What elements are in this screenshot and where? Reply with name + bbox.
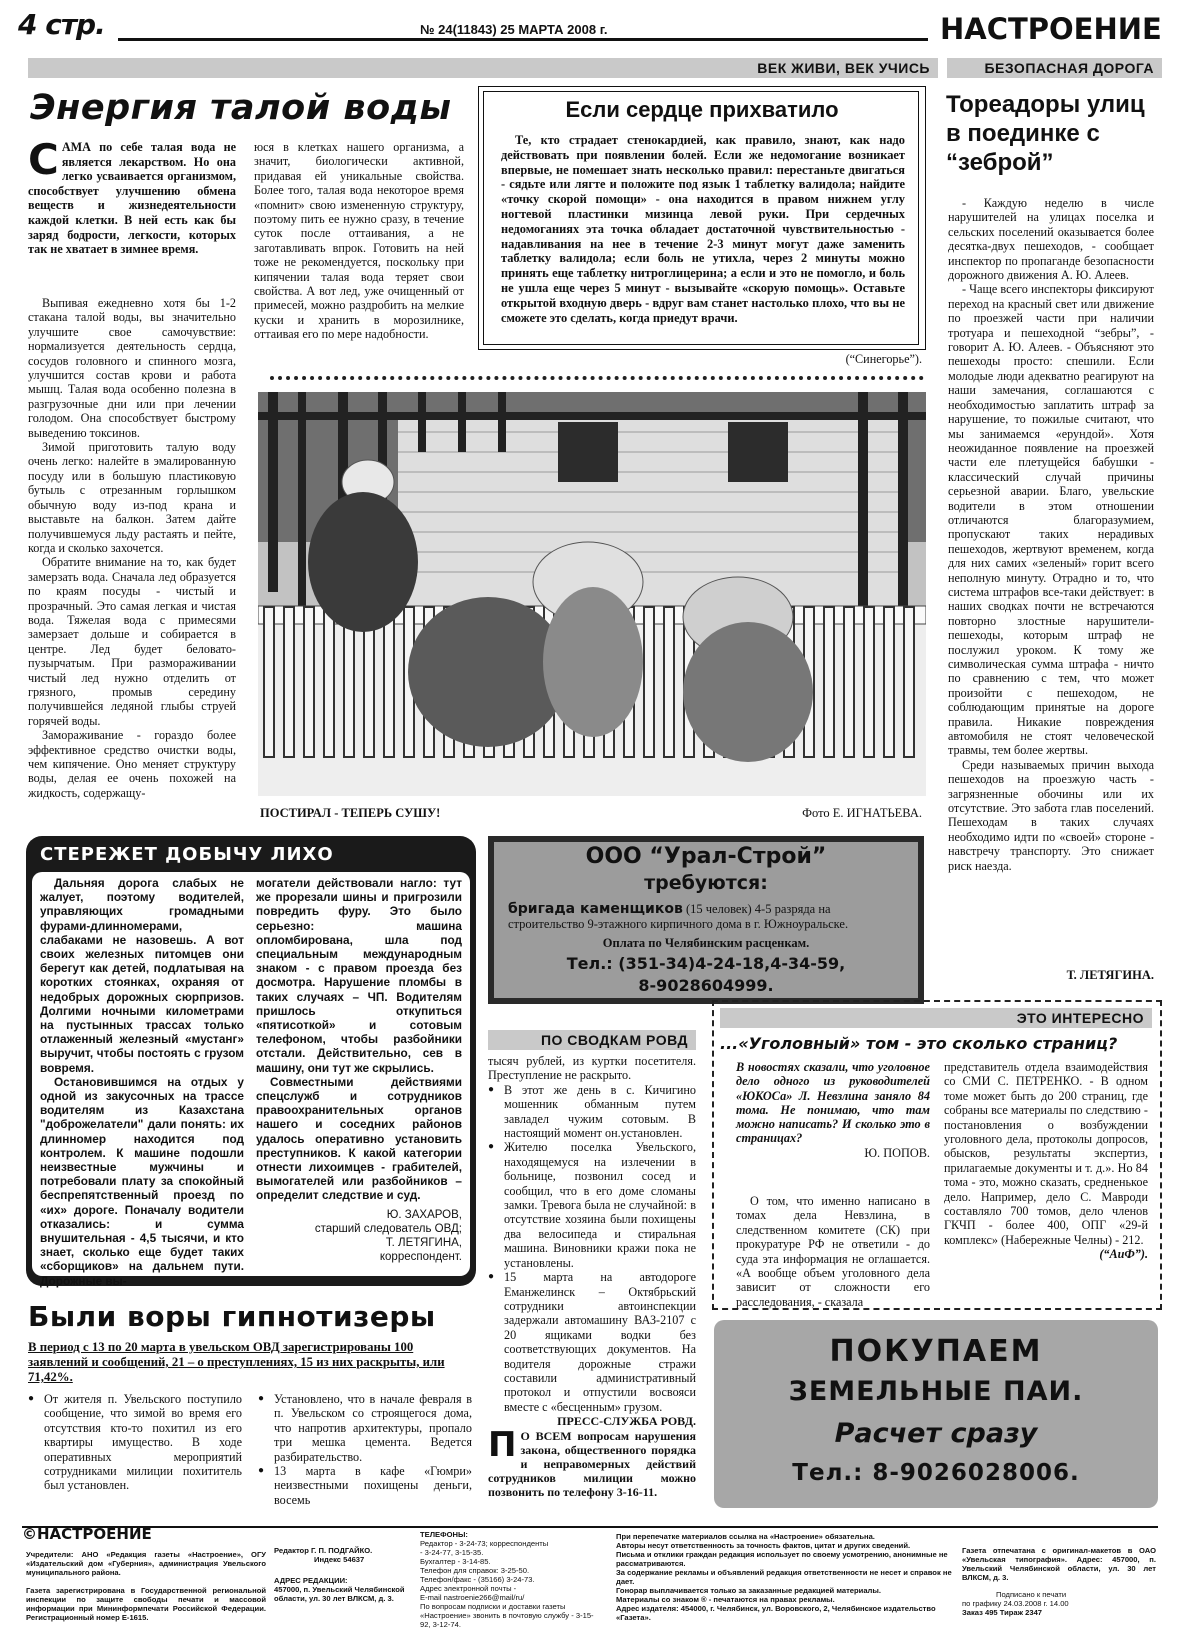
signature-line: Т. ЛЕТЯГИНА,	[385, 1237, 462, 1249]
ad-inner	[494, 842, 918, 998]
reader-signature: Ю. ПОПОВ.	[864, 1145, 930, 1160]
article-heart-box	[478, 86, 926, 350]
list-item: ● От жителя п. Увельского поступило сообщение, что зимой во время его отсутствия кто-то похитил из его квартиры имущество. В ходе оперативных мероприятий сотрудниками милиции похититель был установлен.	[28, 1392, 242, 1493]
paragraph: Выпивая ежедневно хотя бы 1-2 стакана талой воды, вы значительно улучшите свое самочувствие: нормализуется деятельность сердца, сосудов головного и спинного мозга, улучшится состав крови и работа мышц. Талая вода особенно полезна в разгрузочные дни или при лечении голодом. Она способствует быстрому выведению токсинов.	[28, 296, 236, 440]
footer-address: 457000, п. Увельский Челябинской области, ул. 30 лет ВЛКСМ, д. 3.	[274, 1585, 405, 1603]
list-item: ● 15 марта на автодороге Еманжелинск – Октябрьский сотрудники автоинспекции задержали автомашину ВАЗ-2107 с 20 ящиками водки без соответствующих документов. На водителя дорожные стражи составили административный протокол и отпустили восвояси вместе с «бесценным» грузом.	[488, 1270, 696, 1414]
article-cargo-box	[26, 836, 476, 1286]
ad-phone: Тел.: 8-9026028006.	[792, 1460, 1080, 1486]
footer-phone-line: - 3-24-77, 3-15-35.	[420, 1548, 484, 1557]
closing-text: О ВСЕМ вопросам нарушения закона, общественного порядка и неправомерных действий сотрудников милиции можно позвонить по телефону 3-16-11.	[488, 1428, 696, 1499]
article-title: Были воры гипнотизеры	[28, 1300, 436, 1333]
signature-block	[256, 1208, 462, 1264]
footer-schedule: по графику 24.03.2008 г. 14.00	[962, 1599, 1069, 1608]
dotted-divider	[270, 376, 924, 380]
footer-phone-line: Адрес электронной почты -	[420, 1584, 517, 1593]
report-list	[258, 1392, 472, 1507]
paragraph: Дальняя дорога слабых не жалует, поэтому водителей, управляющих громадными фурами-длинномерами, слабаками не назовешь. А вот своих железных питомцев они берегут как детей, подлатывая на коротких стоянках, охраняя от недобрых дорожных сюрпризов. Долгими ночными километрами на пустынных трассах только отлаженный железный «мустанг» выручит, чтобы постоять с грузом вовремя.	[40, 876, 244, 1075]
ad-payment: Оплата по Челябинским расценкам.	[602, 936, 810, 950]
dropcap: П	[488, 1424, 517, 1465]
header-rule	[118, 38, 928, 41]
footer-phone-line: Бухгалтер - 3-14-85.	[420, 1557, 491, 1566]
article-col1	[28, 296, 236, 800]
footer-order: Заказ 495 Тираж 2347	[962, 1608, 1043, 1617]
source-signature: (“Синегорье”).	[845, 352, 922, 366]
rubric-vek-zhivi: ВЕК ЖИВИ, ВЕК УЧИСЬ	[28, 58, 938, 78]
footer-notices	[616, 1532, 952, 1622]
rubric-police-reports: ПО СВОДКАМ РОВД	[488, 1030, 696, 1050]
lead-text: АМА по себе талая вода не является лекарством. Но она легко усваивается организмом, способствует улучшению обмена веществ и жизнедеятельности каждой клетки. В ней есть как бы заряд бодрости, легкости, которых так не хватает в зимнее время.	[28, 140, 236, 257]
footer-phone-line: Телефон/факс - (35166) 3-24-73.	[420, 1575, 535, 1584]
closing-note	[488, 1424, 696, 1499]
article-col1	[28, 1392, 242, 1493]
question-block	[736, 1060, 930, 1160]
paragraph: - Каждую неделю в числе нарушителей на улицах поселка и сельских поселений оказывается более десятка-двух пешеходов, - сообщает инспектор по пропаганде безопасности дорожного движения А. Ю. Алеев.	[948, 196, 1154, 283]
answer-col2	[944, 1060, 1148, 1262]
ad-line: ПОКУПАЕМ	[829, 1334, 1043, 1369]
footer-editor: Редактор Г. П. ПОДГАЙКО.	[274, 1546, 373, 1555]
ad-job-title: бригада каменщиков	[508, 901, 683, 917]
signature-line: корреспондент.	[379, 1251, 462, 1263]
ad-required: требуются:	[644, 872, 768, 894]
footer-printing: Газета отпечатана с оригинал-макетов в ОАО «Увельская типография». Адрес: 457000, п. Увельский Челябинской области, ул. 30 лет ВЛКСМ, д. 3.	[962, 1546, 1156, 1582]
footer-phone-line: Телефон для справок: 3-25-50.	[420, 1566, 530, 1575]
footer-printing-block	[962, 1546, 1156, 1617]
article-body	[488, 1054, 696, 1499]
article-col2	[254, 140, 464, 342]
footer-editor-block	[274, 1546, 412, 1603]
ad-uralstroy	[488, 836, 924, 1004]
article-title: Энергия талой воды	[30, 88, 452, 128]
footer-address-label: АДРЕС РЕДАКЦИИ:	[274, 1576, 348, 1585]
cargo-inner	[32, 872, 470, 1288]
list-item: ● Установлено, что в начале февраля в п. Увельском со строящегося дома, что напротив архитектуры, пропало три мешка цемента. Ведется разбирательство.	[258, 1392, 472, 1464]
footer-notice: Гонорар выплачивается только за заказанные редакцией материалы.	[616, 1586, 881, 1595]
photo-children-on-fence	[258, 392, 926, 796]
article-body	[948, 196, 1154, 873]
paragraph: Среди называемых причин выхода пешеходов на проезжую часть - загрязненные обочины или их отсутствие. Это забота глав поселений. Пешеходам в таких случаях необходимо идти по «своей» стороне - навстречу транспорту. Это снижает риск наезда.	[948, 757, 1154, 873]
page-number-label: 4 стр.	[18, 8, 105, 41]
list-item: ● 13 марта в кафе «Гюмри» неизвестными похищены деньги, восемь	[258, 1464, 472, 1507]
paragraph: юся в клетках нашего организма, а значит, биологически активной, придавая ей уникальные свойства. Более того, талая вода некоторое время «помнит» свою измененную структуру, поэтому пить ее нужно сразу, в течение суток после оттаивания, а не заготавливать впрок. Готовить на ней тоже не рекомендуется, поскольку при кипячении талая вода теряет свои свойства. А вот лед, уже очищенный от примесей, можно раздробить на мелкие куски и хранить в морозилнике, оттаивая его по мере надобности.	[254, 140, 464, 342]
ad-phone: 8-9028604999.	[638, 976, 774, 995]
rubric-road-safety: БЕЗОПАСНАЯ ДОРОГА	[947, 58, 1162, 78]
ad-job-details: (15 человек) 4-5 разряда на строительство 9-этажного кирпичного дома в г. Южноуральске.	[508, 902, 849, 931]
photo-caption: ПОСТИРАЛ - ТЕПЕРЬ СУШУ!	[260, 806, 441, 820]
footer-email: E-mail nastroenie266@mail/ru/	[420, 1593, 525, 1602]
article-road-safety	[944, 84, 1158, 982]
footer-phone-line: Редактор - 3-24-73; корреспонденты	[420, 1539, 549, 1548]
article-title: Если сердце прихватило	[565, 97, 839, 122]
paragraph: тысяч рублей, из куртки посетителя. Преступление не раскрыто.	[488, 1054, 696, 1083]
list-item: ● В этот же день в с. Кичигино мошенник обманным путем завладел чужим сотовым. В настоящий момент он.установлен.	[488, 1083, 696, 1141]
article-lead: В период с 13 по 20 марта в увельском ОВД зарегистрированы 100 заявлений и сообщений, 21 – о преступлениях, 15 из них раскрыты, или 71,42%.	[28, 1340, 445, 1384]
imprint-footer	[22, 1526, 1158, 1636]
ad-job	[508, 902, 908, 932]
paragraph: Обратите внимание на то, как будет замерзать вода. Сначала лед образуется по краям посуды - чистый и прозрачный. Это самая легкая и чистая вода. Тяжелая вода с примесями замерзает дольше и собирается в центре. Лед будет беловато-пузырчатым. При размораживании чистый лед нужно отделить от грязного, промыв середину получившейся ледяной глыбы струей горячей воды.	[28, 555, 236, 728]
report-list	[488, 1083, 696, 1414]
article-criminal-case-box	[712, 1000, 1162, 1310]
article-text: Те, кто страдает стенокардией, как правило, знают, как надо действовать при появлении болей. Если же недомогание возникает впервые, не помешает знать несколько правил: перестаньте двигаться - сядьте или лягте и положите под язык 1 таблетку валидола; найдите «точку скорой помощи» - она находится в правом нижнем углу ногтевой пластинки мизинца левой руки. При сердечных недомоганиях эта точка обладает достаточной чувствительностью - надавливания на нее в течение 2-3 минут могут даже заменить таблетку валидола; если боль не утихла, через 2 минуты можно принять еще таблетку нитроглицерина; а если и это не помогло, и боль не ушла еще через 5 минут - вызывайте «скорую помощь». Оставьте открытой входную дверь - вдруг вам станет настолько плохо, что вы не сможете это сделать, когда приедут врачи.	[501, 133, 905, 325]
page-header	[0, 0, 1180, 52]
footer-logo: ©НАСТРОЕНИЕ	[22, 1525, 152, 1543]
signature-line: Ю. ЗАХАРОВ,	[386, 1209, 462, 1221]
footer-founders: Учредители: АНО «Редакция газеты «Настроение», ОГУ «Издательский дом «Губерния», администрация Увельского муниципального района.	[26, 1550, 266, 1577]
answer-text: представитель отдела взаимодействия со СМИ С. ПЕТРЕНКО. - В одном томе может быть до 200 страниц, где собраны все материалы по следствию - постановления о возбуждении уголовного дела, протоколы допросов, обысков, результаты экспертиз, прилагаемые документы и т. д.». Но 84 тома - это, можно сказать, средненькое дело. Например, дело С. Мавроди составляло 700 томов, дело членов ГКЧП - более 400, ОПГ «29-й комплекс» (Набережные Челны) - 212.	[944, 1060, 1148, 1247]
source-signature: (“АиФ”).	[1099, 1247, 1148, 1262]
footer-notice: Авторы несут ответственность за точность фактов, цитат и других сведений.	[616, 1541, 911, 1550]
photo-illustration	[258, 392, 926, 796]
report-list	[28, 1392, 242, 1493]
footer-notice: При перепечатке материалов ссылка на «Настроение» обязательна.	[616, 1532, 875, 1541]
footer-registration: Газета зарегистрирована в Государственной региональной инспекции по защите свободы печати и массовой информации при Мининформпечати Российской Федерации. Регистрационный номер Е-1615.	[26, 1586, 266, 1622]
footer-phones-label: ТЕЛЕФОНЫ:	[420, 1530, 468, 1539]
ad-phone: Тел.: (351-34)4-24-18,4-34-59,	[566, 954, 846, 973]
rubric-interesting: ЭТО ИНТЕРЕСНО	[720, 1008, 1152, 1028]
ad-line: Расчет сразу	[834, 1418, 1038, 1449]
footer-phones	[420, 1530, 604, 1629]
list-item: ● Жителю поселка Увельского, находящемуся на излечении в больнице, позвонил сосед и сообщил, что в его доме сломаны замки. Тревога была не случайной: в отсутствие хозяина были похищены два велосипеда и стиральная машина. Виновники кражи пока не установлены.	[488, 1140, 696, 1270]
paragraph: Остановившимся на отдых у одной из закусочных на трассе водителям из Казахстана "доброжелатели" дали понять: их длинномер находится под контролем. К машине подошли неизвестные мужчины и потребовали плату за спокойный беспрепятственный проезд по «их» дороге. Поначалу водители отказались: и сумма внушительная - 4,5 тысячи, и кто знает, сколько еще будет таких «сборщиков» на дальнем пути. Дорожные вы-	[40, 1074, 244, 1288]
dropcap: С	[28, 135, 59, 184]
article-title: ...«Уголовный» том - это сколько страниц?	[720, 1034, 1118, 1053]
paragraph: Замораживание - гораздо более эффективное средство очистки воды, чем кипячение. Оно меняет структуру воды, делая ее очень похожей на жидкость, содержащу-	[28, 728, 236, 800]
article-thieves	[22, 1300, 482, 1520]
footer-notice: Письма и отклики граждан редакция использует по своему усмотрению, анонимные не рассматриваются.	[616, 1550, 948, 1568]
issue-date: № 24(11843) 25 МАРТА 2008 г.	[420, 22, 608, 37]
paragraph: Зимой приготовить талую воду очень легко: налейте в эмалированную посуду или в большую пластиковую бутыль с отрезанным горлышком обычную воду из-под крана и выставьте на балкон. Затем дайте получившемуся льду растаять и пейте, когда и сколько захочется.	[28, 440, 236, 555]
footer-notice: За содержание рекламы и объявлений редакция ответственности не несет и справок не дает.	[616, 1568, 952, 1586]
footer-notice: Адрес издателя: 454000, г. Челябинск, ул. Воровского, 2, Челябинское издательство «Газета».	[616, 1604, 936, 1622]
footer-index: Индекс 54637	[314, 1555, 365, 1564]
article-col1	[40, 876, 244, 1288]
paragraph: Совместными действиями спецслужб и сотрудников правоохранительных органов нашего и соседних районов удалось оперативно установить преступников. К какой категории отнести лихоимцев - грабителей, вымогателей или разбойников – определит следствие и суд.	[256, 1074, 462, 1203]
photo-credit: Фото Е. ИГНАТЬЕВА.	[802, 806, 922, 820]
ad-land-purchase	[714, 1320, 1158, 1508]
article-lead	[28, 135, 236, 257]
article-title: СТЕРЕЖЕТ ДОБЫЧУ ЛИХО	[40, 844, 334, 865]
author-signature: Т. ЛЕТЯГИНА.	[1066, 968, 1154, 982]
reader-question: В новостях сказали, что уголовное дело одного из руководителей «ЮКОСа» Л. Невзлина заняло 84 тома. Не понимаю, что там можно написать? И сколько это в страницах?	[736, 1060, 930, 1146]
paragraph: - Чаще всего инспекторы фиксируют переход на красный свет или движение по проезжей части при наличии тротуара и пешеходной “зебры”, - говорит А. Ю. Алеев. - Объясняют это пешеходы просто: спешили. Если молодые люди адекватно реагируют на наши замечания, соглашаются с необходимостью заплатить штраф за нарушение, то пожилые считают, что мы занимаемся «ерундой». Хотя неожиданное появление на проезжей части еле плетущейся бабушки - классический случай причины серьезной аварии. Благо, увельские водители в этом отношении отличаются благоразумием, пропускают таких нерадивых пешеходов, жертвуют временем, когда для них самих «зеленый» горит всего неполную минуту. Отрадно и то, что система штрафов все-таки действует: в наших сводках почти не встречаются повторно злостные нарушители-пешеходы, которым штраф не послужил уроком. К тому же символическая сумма штрафа - ничто по сравнению с тем, что может произойти с пешеходом, не соблюдающим принятые на дороге правила. Никакие повреждения автомобиля не стоят человеческой травмы, тем более жертвы.	[948, 282, 1154, 758]
ad-company: ООО “Урал-Строй”	[585, 844, 827, 869]
article-police-reports	[488, 1054, 700, 1522]
article-title: Тореадоры улиц в поединке с “зеброй”	[946, 91, 1145, 176]
footer-notice: Материалы со знаком ® - печатаются на правах рекламы.	[616, 1595, 835, 1604]
footer-signed: Подписано к печати	[996, 1590, 1067, 1599]
paragraph: могатели действовали нагло: тут же прорезали шины и пригрозили повредить фуру. Это было серьезно: машина опломбирована, шла под специальным международным знаком - с правом проезда без досмотра. Нарушение пломбы в таких случаях – ЧП. Водителям пришлось откупиться «пятисоткой» и сотовым телефоном, чтобы разбойники отстали. Действительно, сев в машину, они тут же скрылись.	[256, 876, 462, 1075]
article-col2	[258, 1392, 472, 1507]
answer-col1: О том, что именно написано в томах дела Невзлина, в следственном комитете (СК) при прокуратуре РФ не ответили - до суда эта информация не оглашается. «А вообще объем уголовного дела зависит от сложности его расследования, - сказала	[736, 1194, 930, 1309]
signature-line: старший следователь ОВД;	[314, 1223, 462, 1235]
ad-line: ЗЕМЕЛЬНЫЕ ПАИ.	[788, 1376, 1084, 1407]
article-col2	[256, 876, 462, 1203]
newspaper-title: НАСТРОЕНИЕ	[940, 12, 1162, 46]
press-signature: ПРЕСС-СЛУЖБА РОВД.	[557, 1414, 696, 1429]
footer-phone-line: По вопросам подписки и доставки газеты «Настроение» звонить в почтовую службу - 3-15-92, 3-12-74.	[420, 1602, 594, 1629]
